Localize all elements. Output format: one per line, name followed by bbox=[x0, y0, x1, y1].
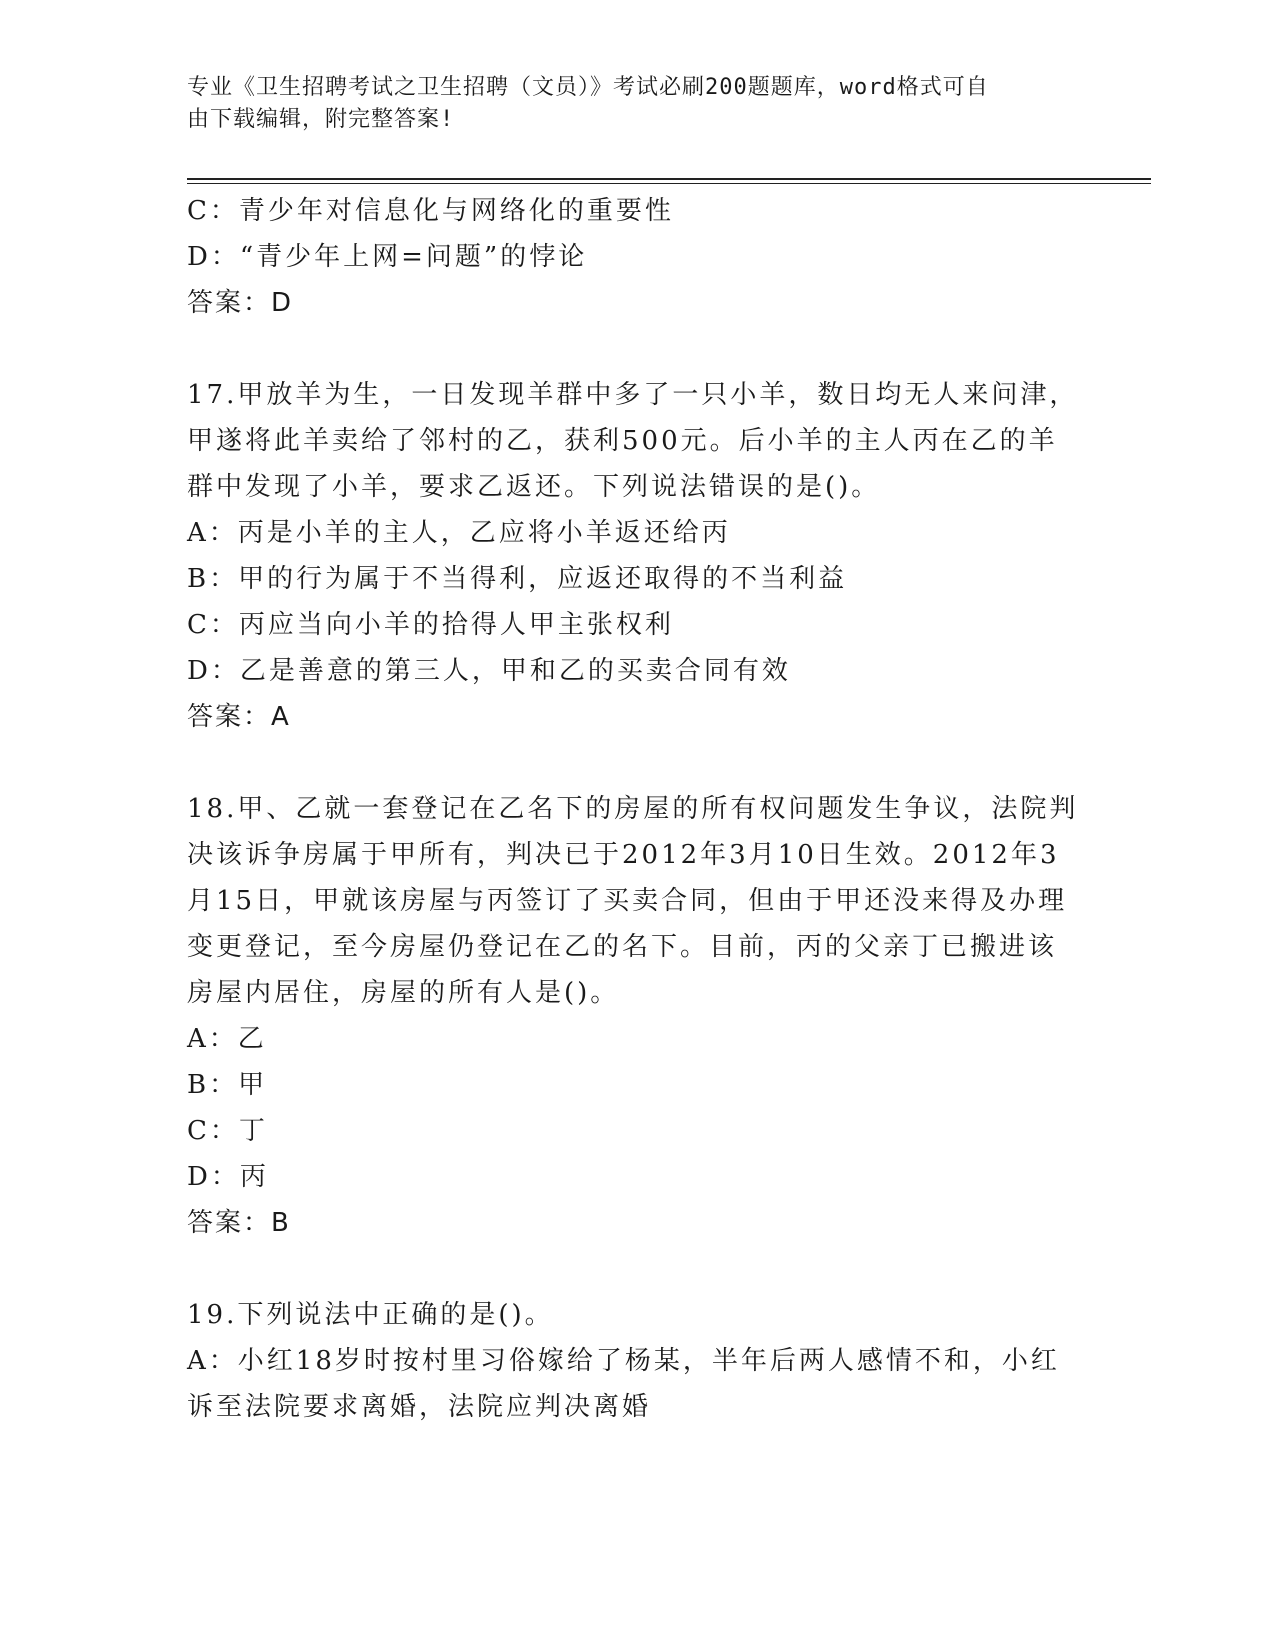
question-16-tail bbox=[187, 188, 1087, 326]
option-b: B：甲 bbox=[187, 1070, 268, 1100]
option-b: B：甲的行为属于不当得利，应返还取得的不当利益 bbox=[187, 564, 848, 594]
header-divider-thick bbox=[187, 178, 1151, 180]
answer-line: 答案：A bbox=[187, 702, 291, 732]
question-stem-line: 19.下列说法中正确的是()。 bbox=[187, 1300, 554, 1330]
question-17 bbox=[187, 372, 1087, 740]
question-stem-line: 月15日，甲就该房屋与丙签订了买卖合同，但由于甲还没来得及办理 bbox=[187, 886, 1068, 916]
answer-line: 答案：B bbox=[187, 1208, 291, 1238]
option-c: C：丁 bbox=[187, 1116, 268, 1146]
option-a: A：丙是小羊的主人，乙应将小羊返还给丙 bbox=[187, 518, 731, 548]
spacer bbox=[187, 740, 1087, 786]
option-c: C：青少年对信息化与网络化的重要性 bbox=[187, 196, 674, 226]
question-stem-line: 房屋内居住，房屋的所有人是()。 bbox=[187, 978, 620, 1008]
question-stem-line: 决该诉争房属于甲所有，判决已于2012年3月10日生效。2012年3 bbox=[187, 840, 1060, 870]
header-line-1: 专业《卫生招聘考试之卫生招聘（文员）》考试必刷200题题库，word格式可自 bbox=[187, 75, 989, 100]
question-stem-line: 甲遂将此羊卖给了邻村的乙，获利500元。后小羊的主人丙在乙的羊 bbox=[187, 426, 1058, 456]
question-stem-line: 群中发现了小羊，要求乙返还。下列说法错误的是()。 bbox=[187, 472, 881, 502]
spacer bbox=[187, 326, 1087, 372]
header-line-2: 由下载编辑，附完整答案! bbox=[187, 107, 455, 132]
option-a-continued: 诉至法院要求离婚，法院应判决离婚 bbox=[187, 1392, 652, 1422]
question-19 bbox=[187, 1292, 1087, 1430]
option-d: D：丙 bbox=[187, 1162, 269, 1192]
option-d: D：“青少年上网=问题”的悖论 bbox=[187, 242, 588, 272]
option-d: D：乙是善意的第三人，甲和乙的买卖合同有效 bbox=[187, 656, 791, 686]
question-18 bbox=[187, 786, 1087, 1246]
answer-line: 答案：D bbox=[187, 288, 294, 318]
question-list bbox=[187, 188, 1087, 1430]
document-header bbox=[187, 72, 1077, 136]
spacer bbox=[187, 1246, 1087, 1292]
question-stem-line: 变更登记，至今房屋仍登记在乙的名下。目前，丙的父亲丁已搬进该 bbox=[187, 932, 1058, 962]
question-stem-line: 18.甲、乙就一套登记在乙名下的房屋的所有权问题发生争议，法院判 bbox=[187, 794, 1079, 824]
option-c: C：丙应当向小羊的拾得人甲主张权利 bbox=[187, 610, 674, 640]
option-a: A：乙 bbox=[187, 1024, 267, 1054]
header-divider-thin bbox=[187, 183, 1151, 184]
question-stem-line: 17.甲放羊为生，一日发现羊群中多了一只小羊，数日均无人来问津， bbox=[187, 380, 1079, 410]
option-a: A：小红18岁时按村里习俗嫁给了杨某，半年后两人感情不和，小红 bbox=[187, 1346, 1060, 1376]
